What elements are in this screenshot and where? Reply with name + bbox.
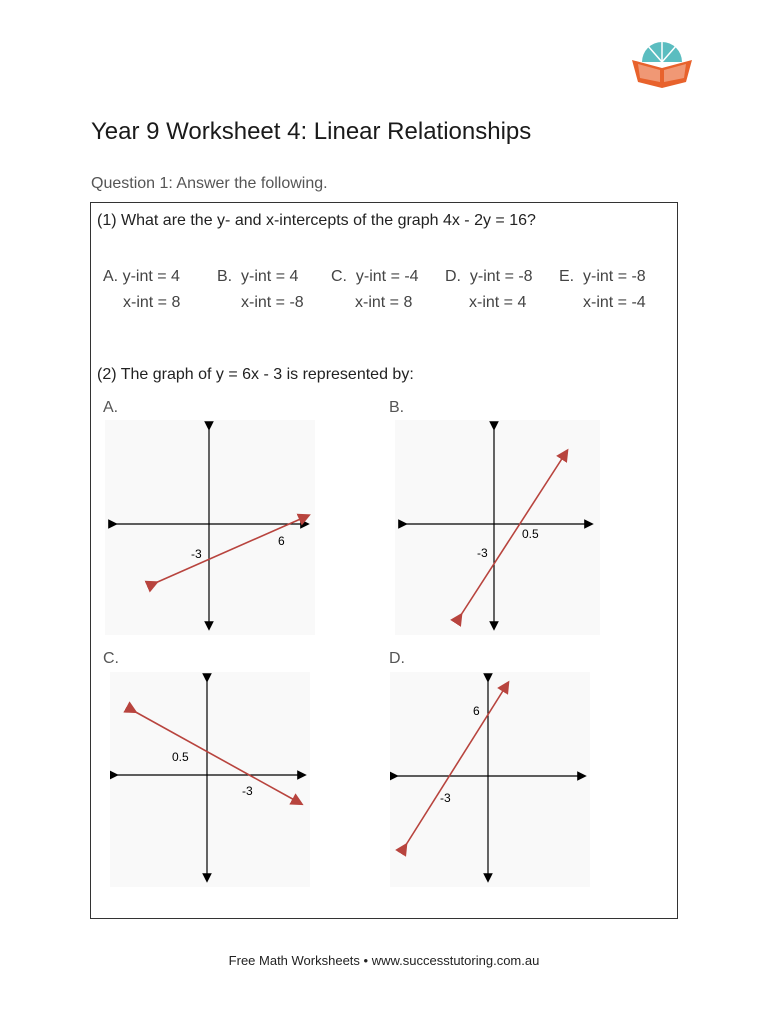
option-c[interactable]: C. y-int = -4 x-int = 8 <box>331 268 419 311</box>
intercept-label: 6 <box>278 534 285 548</box>
graph-c-label[interactable]: C. <box>103 650 119 667</box>
intercept-label: -3 <box>440 791 451 805</box>
option-a[interactable]: A. y-int = 4 x-int = 8 <box>103 268 181 311</box>
graph-a-label[interactable]: A. <box>103 399 119 416</box>
question-2-text: (2) The graph of y = 6x - 3 is represented by: <box>97 366 414 383</box>
intercept-label: -3 <box>191 547 202 561</box>
question-heading: Question 1: Answer the following. <box>91 175 328 192</box>
option-d[interactable]: D. y-int = -8 x-int = 4 <box>445 268 533 311</box>
option-e[interactable]: E. y-int = -8 x-int = -4 <box>559 268 646 311</box>
graph-b-label[interactable]: B. <box>389 399 405 416</box>
graph-c[interactable] <box>110 672 310 887</box>
graph-d[interactable] <box>390 672 590 887</box>
intercept-label: -3 <box>242 784 253 798</box>
intercept-label: 6 <box>473 704 480 718</box>
option-b[interactable]: B. y-int = 4 x-int = -8 <box>217 268 304 311</box>
intercept-label: 0.5 <box>522 527 539 541</box>
book-logo-icon <box>630 36 694 92</box>
graph-d-label[interactable]: D. <box>389 650 405 667</box>
graph-a[interactable] <box>105 420 315 635</box>
question-1-text: (1) What are the y- and x-intercepts of the graph 4x - 2y = 16? <box>97 212 536 229</box>
intercept-label: 0.5 <box>172 750 189 764</box>
intercept-label: -3 <box>477 546 488 560</box>
graph-b[interactable] <box>395 420 600 635</box>
footer-text: Free Math Worksheets • www.successtutoring.com.au <box>228 953 540 968</box>
page-title: Year 9 Worksheet 4: Linear Relationships <box>91 118 532 145</box>
